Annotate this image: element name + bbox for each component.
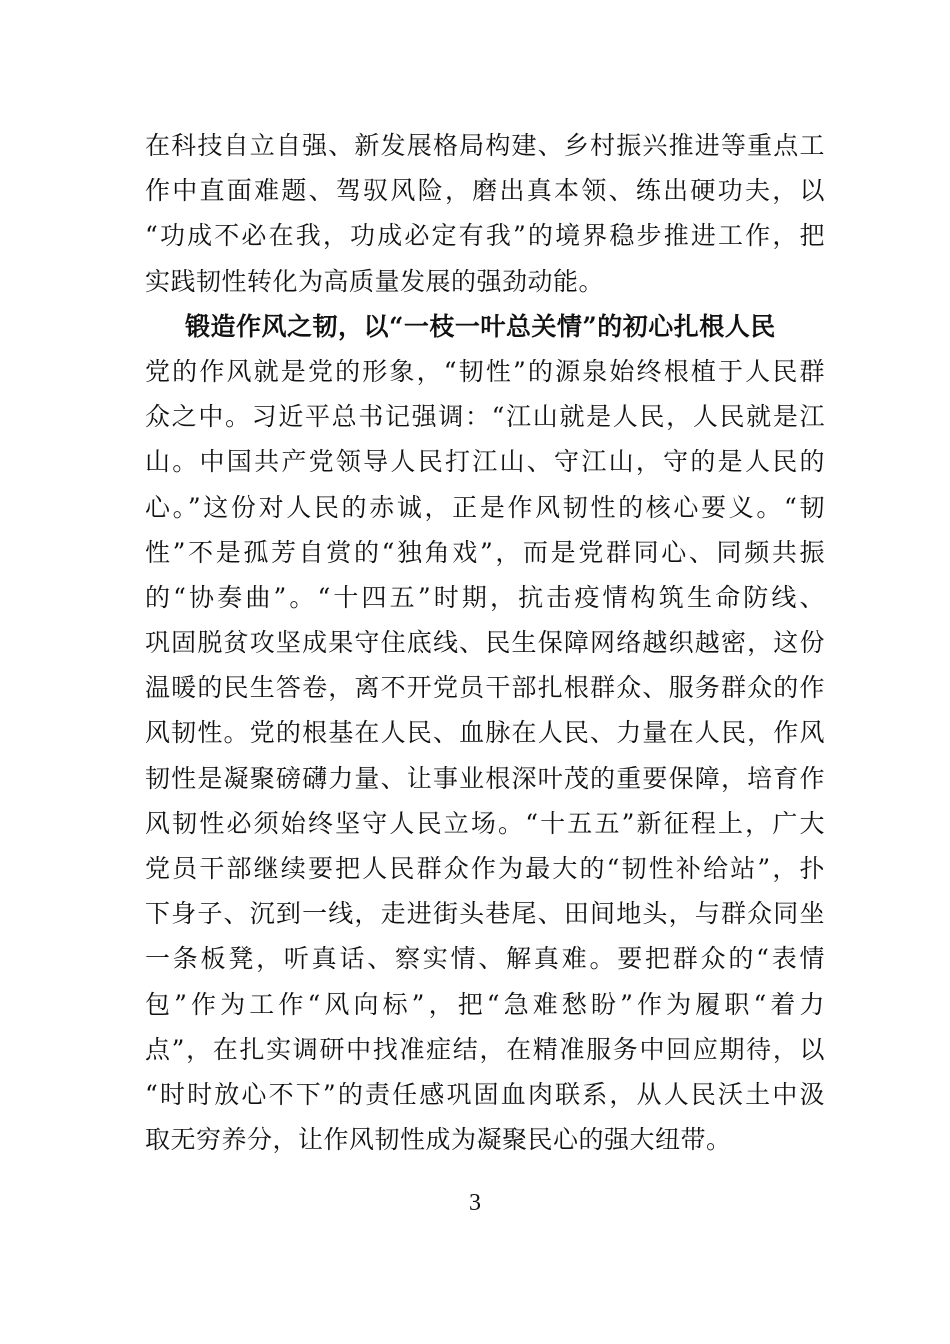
- paragraph-line: 一条板凳，听真话、察实情、解真难。要把群众的“表情: [145, 944, 825, 974]
- paragraph-line: 在科技自立自强、新发展格局构建、乡村振兴推进等重点工: [145, 131, 825, 160]
- paragraph-line: 心。”这份对人民的赤诚，正是作风韧性的核心要义。“韧: [145, 492, 825, 522]
- paragraph-line: 的“协奏曲”。“十四五”时期，抗击疫情构筑生命防线、: [145, 582, 825, 612]
- paragraph-line: 作中直面难题、驾驭风险，磨出真本领、练出硬功夫，以: [145, 176, 825, 206]
- paragraph-line: 包”作为工作“风向标”，把“急难愁盼”作为履职“着力: [145, 989, 825, 1019]
- page-number: 3: [469, 1190, 481, 1216]
- paragraph-line: 巩固脱贫攻坚成果守住底线、民生保障网络越织越密，这份: [145, 628, 825, 658]
- paragraph-line: 韧性是凝聚磅礴力量、让事业根深叶茂的重要保障，培育作: [145, 763, 825, 793]
- paragraph-line: 实践韧性转化为高质量发展的强劲动能。: [145, 266, 605, 296]
- paragraph-line: 党的作风就是党的形象，“韧性”的源泉始终根植于人民群: [145, 356, 825, 386]
- paragraph-line: 山。中国共产党领导人民打江山、守江山，守的是人民的: [145, 447, 825, 477]
- paragraph-line: “时时放心不下”的责任感巩固血肉联系，从人民沃土中汲: [145, 1079, 825, 1109]
- section-heading: 锻造作风之韧，以“一枝一叶总关情”的初心扎根人民: [185, 311, 776, 341]
- paragraph-line: 下身子、沉到一线，走进街头巷尾、田间地头，与群众同坐: [145, 899, 825, 929]
- paragraph-line: 风韧性。党的根基在人民、血脉在人民、力量在人民，作风: [145, 718, 825, 748]
- paragraph-line: 点”，在扎实调研中找准症结，在精准服务中回应期待，以: [145, 1034, 825, 1064]
- paragraph-line: 性”不是孤芳自赏的“独角戏”，而是党群同心、同频共振: [145, 537, 825, 567]
- paragraph-line: “功成不必在我，功成必定有我”的境界稳步推进工作，把: [145, 221, 825, 251]
- paragraph-1: [145, 123, 825, 1162]
- paragraph-line: 众之中。习近平总书记强调：“江山就是人民，人民就是江: [145, 402, 825, 432]
- paragraph-line: 党员干部继续要把人民群众作为最大的“韧性补给站”，扑: [145, 854, 825, 883]
- paragraph-line: 风韧性必须始终坚守人民立场。“十五五”新征程上，广大: [145, 808, 825, 838]
- paragraph-line: 温暖的民生答卷，离不开党员干部扎根群众、服务群众的作: [145, 673, 825, 703]
- paragraph-line: 取无穷养分，让作风韧性成为凝聚民心的强大纽带。: [145, 1125, 732, 1155]
